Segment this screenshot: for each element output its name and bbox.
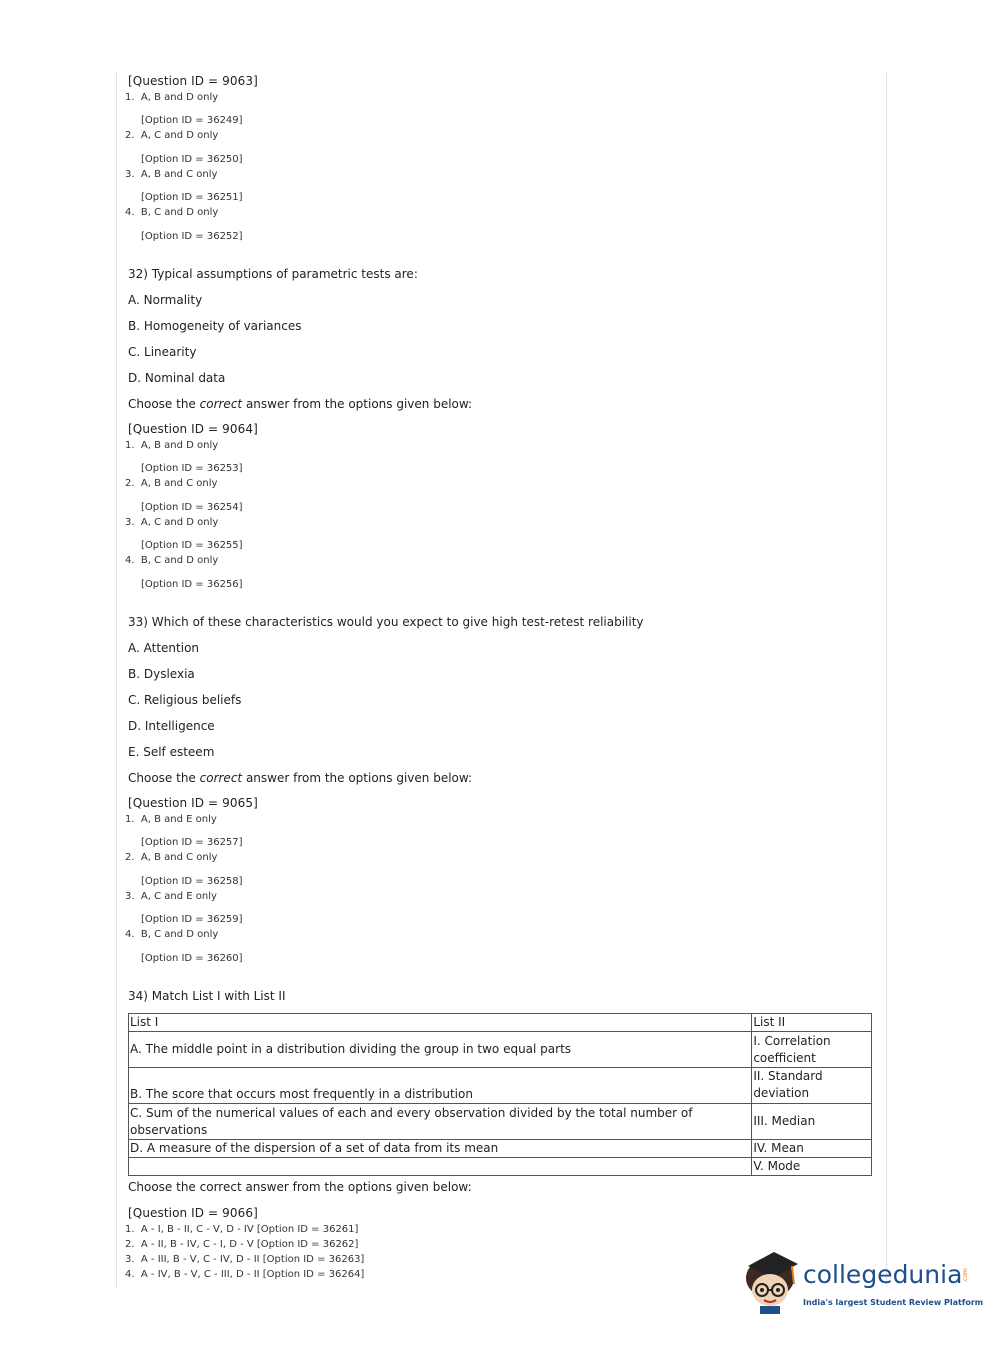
brand-name: collegedunia <box>803 1260 963 1289</box>
table-cell: IV. Mean <box>752 1140 872 1158</box>
statement-item: B. Homogeneity of variances <box>128 319 302 333</box>
question-title: 34) Match List I with List II <box>128 989 286 1003</box>
question-id: [Question ID = 9065] <box>128 796 258 810</box>
table-cell: D. A measure of the dispersion of a set of data from its mean <box>129 1140 752 1158</box>
question-title: 32) Typical assumptions of parametric tests are: <box>128 267 418 281</box>
table-header: List II <box>752 1014 872 1032</box>
option-id: [Option ID = 36254] <box>141 502 243 513</box>
statement-item: D. Nominal data <box>128 371 226 385</box>
statement-item: C. Religious beliefs <box>128 693 242 707</box>
table-header-row <box>129 1014 872 1032</box>
option-id: [Option ID = 36258] <box>141 876 243 887</box>
statement-item: A. Attention <box>128 641 200 655</box>
table-cell <box>129 1158 752 1176</box>
brand-tagline: India's largest Student Review Platform <box>803 1298 984 1307</box>
option-4: 4. B, C and D only <box>125 207 219 218</box>
statement-item: A. Normality <box>128 293 203 307</box>
match-table <box>128 1013 872 1176</box>
option-1: 1. A, B and E only <box>125 814 217 825</box>
table-row <box>129 1158 872 1176</box>
option-4: 4. B, C and D only <box>125 929 219 940</box>
instruction: Choose the correct answer from the options given below: <box>128 1180 472 1194</box>
table-cell: B. The score that occurs most frequently in a distribution <box>129 1068 752 1104</box>
table-cell: V. Mode <box>752 1158 872 1176</box>
option-4: 4. B, C and D only <box>125 555 219 566</box>
option-3: 3. A, C and E only <box>125 891 217 902</box>
option-1: 1. A - I, B - II, C - V, D - IV [Option ID = 36261] <box>125 1224 359 1235</box>
option-2: 2. A, B and C only <box>125 478 218 489</box>
statement-item: E. Self esteem <box>128 745 215 759</box>
statement-item: D. Intelligence <box>128 719 215 733</box>
table-cell: I. Correlation coefficient <box>752 1032 872 1068</box>
statement-item: B. Dyslexia <box>128 667 195 681</box>
table-cell: C. Sum of the numerical values of each and every observation divided by the total number of observations <box>129 1104 752 1140</box>
option-2: 2. A, B and C only <box>125 852 218 863</box>
question-id: [Question ID = 9064] <box>128 422 258 436</box>
option-1: 1. A, B and D only <box>125 440 219 451</box>
option-id: [Option ID = 36251] <box>141 192 243 203</box>
option-id: [Option ID = 36252] <box>141 231 243 242</box>
option-3: 3. A - III, B - V, C - IV, D - II [Option ID = 36263] <box>125 1254 365 1265</box>
question-id: [Question ID = 9066] <box>128 1206 258 1220</box>
table-row <box>129 1104 872 1140</box>
table-cell: II. Standard deviation <box>752 1068 872 1104</box>
option-id: [Option ID = 36250] <box>141 154 243 165</box>
table-row <box>129 1032 872 1068</box>
option-id: [Option ID = 36259] <box>141 914 243 925</box>
option-2: 2. A, C and D only <box>125 130 219 141</box>
brand-suffix: .com <box>961 1268 969 1283</box>
table-cell: III. Median <box>752 1104 872 1140</box>
option-3: 3. A, B and C only <box>125 169 218 180</box>
question-id: [Question ID = 9063] <box>128 74 258 88</box>
option-id: [Option ID = 36255] <box>141 540 243 551</box>
table-cell: A. The middle point in a distribution dividing the group in two equal parts <box>129 1032 752 1068</box>
option-4: 4. A - IV, B - V, C - III, D - II [Option ID = 36264] <box>125 1269 365 1280</box>
statement-item: C. Linearity <box>128 345 197 359</box>
option-id: [Option ID = 36257] <box>141 837 243 848</box>
mascot-logo-icon <box>740 1248 804 1318</box>
table-header: List I <box>129 1014 752 1032</box>
question-title: 33) Which of these characteristics would you expect to give high test-retest reliability <box>128 615 644 629</box>
option-id: [Option ID = 36253] <box>141 463 243 474</box>
table-row <box>129 1140 872 1158</box>
option-2: 2. A - II, B - IV, C - I, D - V [Option ID = 36262] <box>125 1239 359 1250</box>
instruction: Choose the correct answer from the options given below: <box>128 397 473 411</box>
option-3: 3. A, C and D only <box>125 517 219 528</box>
option-1: 1. A, B and D only <box>125 92 219 103</box>
table-row <box>129 1068 872 1104</box>
option-id: [Option ID = 36256] <box>141 579 243 590</box>
option-id: [Option ID = 36260] <box>141 953 243 964</box>
instruction: Choose the correct answer from the options given below: <box>128 771 473 785</box>
option-id: [Option ID = 36249] <box>141 115 243 126</box>
